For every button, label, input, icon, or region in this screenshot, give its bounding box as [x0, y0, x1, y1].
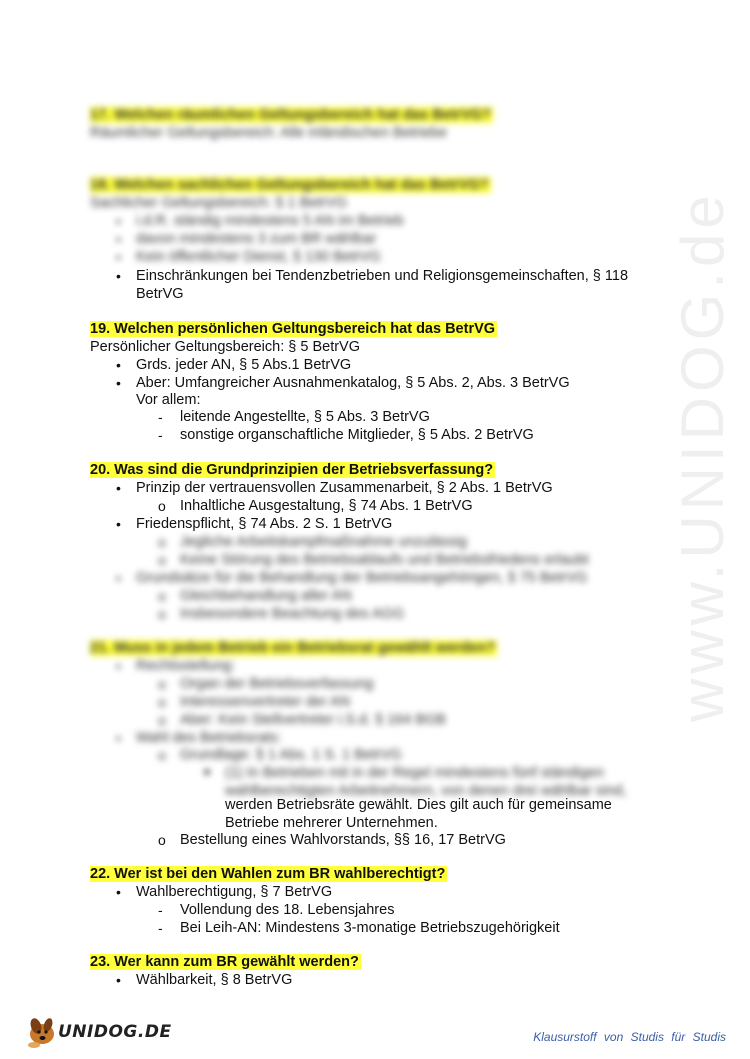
circle-bullet-icon: o: [158, 534, 166, 550]
list-item: Jegliche Arbeitskampfmaßnahme unzulässig: [180, 534, 467, 550]
list-item: Einschränkungen bei Tendenzbetrieben und Religionsgemeinschaften, § 118: [136, 268, 629, 284]
circle-bullet-icon: o: [158, 747, 166, 763]
question-21-title: 21. Muss in jedem Betrieb ein Betriebsrat gewählt werden?: [90, 640, 496, 656]
bullet-icon: •: [116, 730, 121, 746]
list-item: Prinzip der vertrauensvollen Zusammenarbeit, § 2 Abs. 1 BetrVG: [136, 480, 553, 496]
list-item: Interessenvertreter der AN: [180, 694, 351, 710]
list-item: Grundlage: § 1 Abs. 1 S. 1 BetrVG: [180, 747, 402, 763]
circle-bullet-icon: o: [158, 498, 166, 514]
bullet-icon: •: [116, 972, 121, 988]
list-item-continuation: Vor allem:: [136, 392, 201, 408]
list-item-continuation: Betriebe mehrerer Unternehmen.: [225, 815, 438, 831]
list-item: davon mindestens 3 zum BR wählbar: [136, 231, 377, 247]
list-item: Aber: Kein Stellvertreter i.S.d. § 164 BGB: [180, 712, 446, 728]
list-item: sonstige organschaftliche Mitglieder, § 5 Abs. 2 BetrVG: [180, 427, 534, 443]
question-18-title: 18. Welchen sachlichen Geltungsbereich hat das BetrVG?: [90, 177, 489, 193]
question-17-answer: Räumlicher Geltungsbereich: Alle inländischen Betriebe: [90, 125, 448, 141]
list-item: Inhaltliche Ausgestaltung, § 74 Abs. 1 BetrVG: [180, 498, 473, 514]
question-19-intro: Persönlicher Geltungsbereich: § 5 BetrVG: [90, 339, 360, 355]
question-18-heading: [90, 176, 491, 194]
list-item-continuation: wahlberechtigten Arbeitnehmern, von denen drei wählbar sind,: [225, 783, 627, 799]
bullet-icon: •: [116, 231, 121, 247]
bullet-icon: •: [116, 213, 121, 229]
bullet-icon: •: [116, 249, 121, 265]
dash-icon: -: [158, 427, 163, 443]
list-item: leitende Angestellte, § 5 Abs. 3 BetrVG: [180, 409, 430, 425]
question-19-heading: [90, 320, 497, 338]
list-item: Vollendung des 18. Lebensjahres: [180, 902, 395, 918]
bullet-icon: •: [116, 480, 121, 496]
bullet-icon: •: [116, 516, 121, 532]
square-bullet-icon: ■: [204, 767, 211, 778]
list-item: Rechtsstellung:: [136, 658, 236, 674]
watermark: www.UNIDOG.de: [669, 190, 736, 722]
question-22-heading: [90, 865, 447, 883]
circle-bullet-icon: o: [158, 588, 166, 604]
list-item: Organ der Betriebsverfassung: [180, 676, 374, 692]
circle-bullet-icon: o: [158, 694, 166, 710]
circle-bullet-icon: o: [158, 552, 166, 568]
question-23-title: 23. Wer kann zum BR gewählt werden?: [90, 954, 359, 970]
dash-icon: -: [158, 902, 163, 918]
bullet-icon: •: [116, 570, 121, 586]
list-item: Grds. jeder AN, § 5 Abs.1 BetrVG: [136, 357, 352, 373]
list-item-continuation: BetrVG: [136, 286, 184, 302]
list-item: Wahl des Betriebsrats:: [136, 730, 282, 746]
question-22-title: 22. Wer ist bei den Wahlen zum BR wahlberechtigt?: [90, 866, 446, 882]
list-item: Bestellung eines Wahlvorstands, §§ 16, 17 BetrVG: [180, 832, 506, 848]
list-item: Gleichbehandlung aller AN: [180, 588, 352, 604]
question-17-title: 17. Welchen räumlichen Geltungsbereich hat das BetrVG?: [90, 107, 492, 123]
list-item: Keine Störung des Betriebsablaufs und Betriebsfriedens erlaubt: [180, 552, 589, 568]
question-23-heading: [90, 953, 361, 971]
bullet-icon: •: [116, 268, 121, 284]
question-21-heading: [90, 639, 497, 657]
question-20-title: 20. Was sind die Grundprinzipien der Betriebsverfassung?: [90, 462, 494, 478]
bullet-icon: •: [116, 357, 121, 373]
question-19-title: 19. Welchen persönlichen Geltungsbereich hat das BetrVG: [90, 321, 496, 337]
circle-bullet-icon: o: [158, 676, 166, 692]
list-item: Insbesondere Beachtung des AGG: [180, 606, 405, 622]
list-item: Bei Leih-AN: Mindestens 3-monatige Betriebszugehörigkeit: [180, 920, 560, 936]
list-item: Wählbarkeit, § 8 BetrVG: [136, 972, 293, 988]
list-item: Wahlberechtigung, § 7 BetrVG: [136, 884, 333, 900]
dash-icon: -: [158, 409, 163, 425]
bullet-icon: •: [116, 375, 121, 391]
list-item: (1) In Betrieben mit in der Regel mindestens fünf ständigen: [225, 765, 604, 781]
footer-tagline: Klausurstoff von Studis für Studis: [533, 1030, 726, 1044]
logo-text[interactable]: UNIDOG.DE: [58, 1022, 172, 1042]
list-item: Grundsätze für die Behandlung der Betriebsangehörigen, § 75 BetrVG: [136, 570, 588, 586]
bullet-icon: •: [116, 658, 121, 674]
list-item-continuation: werden Betriebsräte gewählt. Dies gilt auch für gemeinsame: [225, 797, 612, 813]
bullet-icon: •: [116, 884, 121, 900]
question-18-intro: Sachlicher Geltungsbereich: § 1 BetrVG: [90, 195, 348, 211]
circle-bullet-icon: o: [158, 606, 166, 622]
circle-bullet-icon: o: [158, 712, 166, 728]
list-item: Friedenspflicht, § 74 Abs. 2 S. 1 BetrVG: [136, 516, 393, 532]
question-20-heading: [90, 461, 495, 479]
list-item: Kein öffentlicher Dienst, § 130 BetrVG: [136, 249, 381, 265]
list-item: Aber: Umfangreicher Ausnahmenkatalog, § 5 Abs. 2, Abs. 3 BetrVG: [136, 375, 570, 391]
question-17-heading: [90, 106, 493, 124]
list-item: i.d.R. ständig mindestens 5 AN im Betrieb: [136, 213, 404, 229]
dash-icon: -: [158, 920, 163, 936]
circle-bullet-icon: o: [158, 832, 166, 848]
